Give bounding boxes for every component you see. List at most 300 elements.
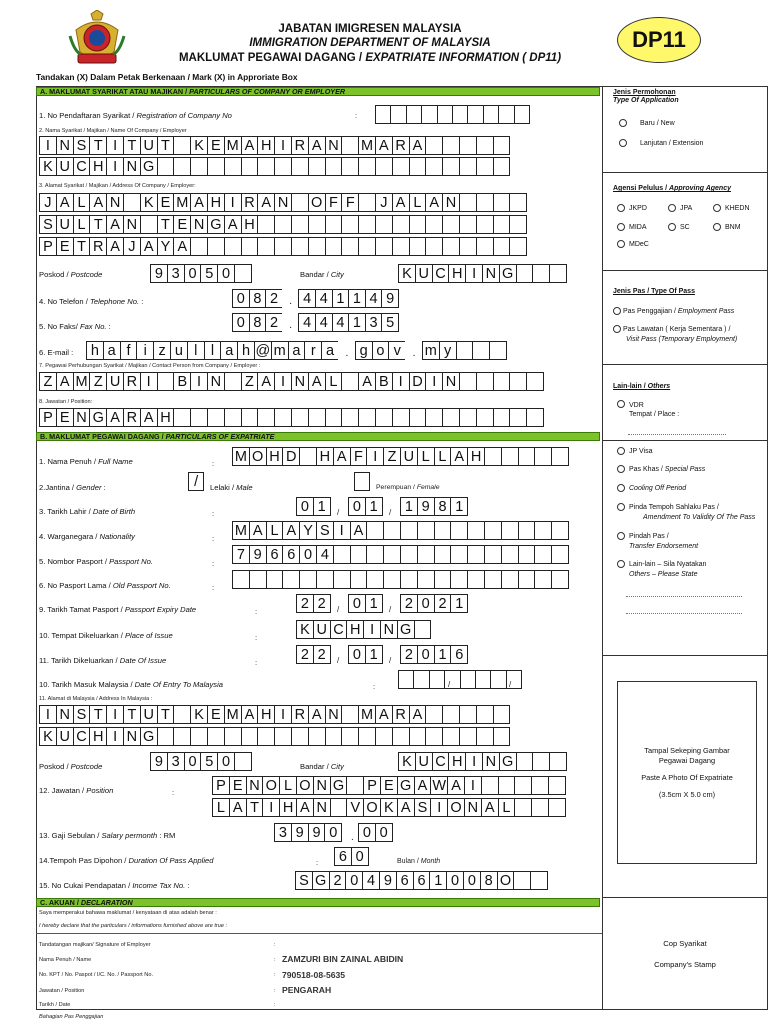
reg-no-boxes[interactable] xyxy=(375,105,530,124)
char-box: I xyxy=(333,521,351,540)
agency-title-en: Approving Agency xyxy=(669,185,731,192)
char-box: Y xyxy=(157,237,175,256)
char-box: L xyxy=(434,447,452,466)
char-box xyxy=(534,447,552,466)
month-label-ms: Bulan / xyxy=(397,858,421,865)
other-line-1 xyxy=(626,596,742,597)
char-box xyxy=(123,193,141,212)
char-box: M xyxy=(358,136,376,155)
old-passport-colon: : xyxy=(212,583,215,592)
my-address-line-2[interactable] xyxy=(39,727,510,746)
char-box: f xyxy=(120,341,138,360)
expiry-year-boxes[interactable] xyxy=(400,594,468,613)
char-box xyxy=(257,408,275,427)
char-box: T xyxy=(157,705,175,724)
contact-boxes[interactable] xyxy=(39,372,544,391)
expiry-sep-2: / xyxy=(389,605,392,614)
char-box xyxy=(291,215,309,234)
char-box: 0 xyxy=(348,497,366,516)
place-of-issue-boxes[interactable] xyxy=(296,620,431,639)
char-box xyxy=(316,570,334,589)
female-label xyxy=(376,484,439,491)
char-box: E xyxy=(173,215,191,234)
char-box xyxy=(383,570,401,589)
char-box xyxy=(341,157,359,176)
address-line-1[interactable] xyxy=(39,193,527,212)
char-box xyxy=(484,521,502,540)
char-box: 1 xyxy=(450,497,468,516)
char-box: 0 xyxy=(217,752,235,771)
char-box: B xyxy=(173,372,191,391)
char-box: V xyxy=(346,798,364,817)
section-c-title-ms: C. AKUAN / xyxy=(40,898,81,907)
char-box: 1 xyxy=(365,594,383,613)
char-box xyxy=(417,521,435,540)
char-box: A xyxy=(409,136,427,155)
char-box xyxy=(383,521,401,540)
char-box: I xyxy=(106,157,124,176)
char-box: 9 xyxy=(308,823,326,842)
char-box: A xyxy=(308,372,326,391)
char-box xyxy=(442,705,460,724)
radio-jpa[interactable] xyxy=(668,204,676,212)
radio-sc[interactable] xyxy=(668,223,676,231)
char-box: G xyxy=(397,776,415,795)
place-of-issue-label xyxy=(39,631,173,641)
char-box xyxy=(516,752,534,771)
char-box: U xyxy=(415,264,433,283)
radio-visit-pass[interactable] xyxy=(613,325,621,333)
char-box: B xyxy=(375,372,393,391)
job-colon: : xyxy=(172,788,175,797)
char-box xyxy=(358,727,376,746)
char-box: C xyxy=(432,264,450,283)
char-box xyxy=(442,237,460,256)
radio-khedn[interactable] xyxy=(713,204,721,212)
char-box: . xyxy=(405,341,423,360)
char-box: I xyxy=(274,372,292,391)
char-box: g xyxy=(355,341,373,360)
char-box xyxy=(425,408,443,427)
duration-boxes[interactable] xyxy=(334,847,369,866)
date-of-issue-label-ms: 11. Tarikh Dikeluarkan / xyxy=(39,656,120,665)
radio-new[interactable] xyxy=(619,119,627,127)
right-divider-1 xyxy=(602,172,768,173)
radio-other[interactable] xyxy=(617,560,625,568)
char-box: v xyxy=(388,341,406,360)
char-box xyxy=(484,447,502,466)
photo-text-4: (3.5cm X 5.0 cm) xyxy=(658,789,716,799)
amendment-label-ms: Pinda Tempoh Sahlaku Pas / xyxy=(629,504,719,511)
company-name-line-2[interactable] xyxy=(39,157,510,176)
char-box xyxy=(442,215,460,234)
char-box xyxy=(429,670,445,689)
job-line-1[interactable] xyxy=(212,776,566,795)
phone-boxes[interactable] xyxy=(232,289,399,308)
char-box xyxy=(459,372,477,391)
char-box: N xyxy=(482,264,500,283)
char-box: H xyxy=(89,727,107,746)
declaration-ms: Saya memperakui bahawa maklumat / kenyataan di atas adalah benar : xyxy=(39,910,217,916)
full-name-label-ms: 1. Nama Penuh / xyxy=(39,457,99,466)
char-box xyxy=(417,545,435,564)
char-box: U xyxy=(313,620,331,639)
radio-extension-label: Lanjutan / Extension xyxy=(640,140,704,147)
char-box xyxy=(516,264,534,283)
char-box: G xyxy=(499,264,517,283)
char-box: I xyxy=(224,193,242,212)
char-box: 8 xyxy=(434,497,452,516)
dob-year-boxes[interactable] xyxy=(400,497,468,516)
transfer-label-en: Transfer Endorsement xyxy=(629,543,699,550)
phone-label: 4. No Telefon / Telephone No. : xyxy=(39,297,144,306)
char-box: A xyxy=(397,798,415,817)
address-label: 3. Alamat Syarikat / Majikan / Address Of Company / Employer: xyxy=(39,183,196,189)
char-box: 0 xyxy=(296,497,314,516)
char-box xyxy=(476,705,494,724)
postcode-boxes[interactable] xyxy=(150,264,252,283)
char-box xyxy=(398,670,414,689)
char-box xyxy=(173,136,191,155)
char-box: A xyxy=(173,237,191,256)
gender-female-box[interactable] xyxy=(354,472,370,491)
radio-mdec[interactable] xyxy=(617,240,625,248)
my-postcode-label xyxy=(39,762,102,772)
tax-boxes[interactable] xyxy=(295,871,548,890)
char-box xyxy=(341,372,359,391)
email-boxes[interactable] xyxy=(86,341,507,360)
char-box xyxy=(358,237,376,256)
char-box: T xyxy=(89,705,107,724)
char-box: 1 xyxy=(434,645,452,664)
char-box: 0 xyxy=(417,645,435,664)
radio-amendment[interactable] xyxy=(617,503,625,511)
char-box: A xyxy=(106,237,124,256)
char-box: A xyxy=(350,521,368,540)
form-code: DP11 xyxy=(632,27,686,52)
char-box xyxy=(291,727,309,746)
char-box xyxy=(460,670,476,689)
address-line-2[interactable] xyxy=(39,215,527,234)
radio-vdr[interactable] xyxy=(617,400,625,408)
photo-box[interactable] xyxy=(617,681,757,864)
entry-date-boxes[interactable] xyxy=(398,670,522,689)
char-box: 0 xyxy=(217,264,235,283)
char-box: H xyxy=(448,752,466,771)
char-box: M xyxy=(232,447,250,466)
salary-int-boxes[interactable] xyxy=(274,823,342,842)
char-box xyxy=(291,157,309,176)
fax-label-en: Fax No. xyxy=(79,322,107,331)
passport-label-ms: 5. Nombor Pasport / xyxy=(39,557,110,566)
header-title-ms: JABATAN IMIGRESEN MALAYSIA xyxy=(278,23,462,35)
char-box: O xyxy=(308,193,326,212)
reg-no-label-en: Registration of Company No xyxy=(136,111,232,120)
radio-jkpd[interactable] xyxy=(617,204,625,212)
other-label-en: Others – Please State xyxy=(629,571,698,578)
char-box: G xyxy=(312,871,330,890)
char-box xyxy=(501,521,519,540)
char-box: 5 xyxy=(381,313,399,332)
char-box: a xyxy=(321,341,339,360)
char-box: F xyxy=(341,193,359,212)
char-box: N xyxy=(291,372,309,391)
char-box: 0 xyxy=(446,871,464,890)
fax-boxes[interactable] xyxy=(232,313,399,332)
radio-bnm[interactable] xyxy=(713,223,721,231)
char-box: 0 xyxy=(375,823,393,842)
char-box xyxy=(476,136,494,155)
char-box xyxy=(409,215,427,234)
char-box xyxy=(518,521,536,540)
char-box: R xyxy=(291,705,309,724)
issue-month-boxes[interactable] xyxy=(348,645,383,664)
char-box: A xyxy=(56,193,74,212)
agency-mdec: MDeC xyxy=(629,241,649,248)
expiry-day-boxes[interactable] xyxy=(296,594,331,613)
char-box xyxy=(358,408,376,427)
char-box xyxy=(425,705,443,724)
char-box: L xyxy=(212,798,230,817)
photo-text-3: Paste A Photo Of Expatriate xyxy=(641,772,733,782)
salary-dec-boxes[interactable] xyxy=(358,823,393,842)
full-name-colon: : xyxy=(212,459,215,468)
char-box xyxy=(375,408,393,427)
char-box xyxy=(526,372,544,391)
char-box xyxy=(501,545,519,564)
section-c-title-en: DECLARATION xyxy=(80,898,133,907)
char-box xyxy=(549,752,567,771)
gender-male-box[interactable] xyxy=(188,472,204,491)
char-box: A xyxy=(409,705,427,724)
tax-label-ms: 15. No Cukai Pendapatan / xyxy=(39,881,133,890)
char-box: 0 xyxy=(358,823,376,842)
nationality-boxes[interactable] xyxy=(232,521,569,540)
char-box xyxy=(249,570,267,589)
char-box: A xyxy=(140,408,158,427)
char-box: N xyxy=(442,193,460,212)
declaration-en: I hereby declare that the particulars / informations furnished above are true : xyxy=(39,923,228,929)
char-box: E xyxy=(207,136,225,155)
full-name-label xyxy=(39,457,133,467)
char-box: H xyxy=(266,447,284,466)
char-box: J xyxy=(375,193,393,212)
dob-day-boxes[interactable] xyxy=(296,497,331,516)
char-box: S xyxy=(295,871,313,890)
char-box xyxy=(232,570,250,589)
expiry-month-boxes[interactable] xyxy=(348,594,383,613)
char-box xyxy=(341,408,359,427)
my-city-boxes[interactable] xyxy=(398,752,567,771)
postcode-label xyxy=(39,270,102,280)
char-box xyxy=(392,237,410,256)
char-box: L xyxy=(409,193,427,212)
char-box xyxy=(509,237,527,256)
char-box xyxy=(414,620,432,639)
passport-boxes[interactable] xyxy=(232,545,569,564)
char-box: O xyxy=(447,798,465,817)
employer-position-boxes[interactable] xyxy=(39,408,544,427)
char-box: I xyxy=(366,447,384,466)
char-box xyxy=(358,193,376,212)
char-box: A xyxy=(229,798,247,817)
char-box: 4 xyxy=(365,289,383,308)
char-box: 0 xyxy=(184,264,202,283)
radio-transfer[interactable] xyxy=(617,532,625,540)
char-box: I xyxy=(190,372,208,391)
char-box xyxy=(526,408,544,427)
signature-colon: : xyxy=(274,942,276,948)
decl-position-label: Jawatan / Position xyxy=(39,988,85,994)
char-box: 4 xyxy=(332,313,350,332)
char-box xyxy=(241,237,259,256)
radio-employment-pass[interactable] xyxy=(613,307,621,315)
stamp-label-2: Company's Stamp xyxy=(654,960,716,969)
char-box: A xyxy=(308,136,326,155)
char-box: 1 xyxy=(365,497,383,516)
char-box: R xyxy=(89,237,107,256)
nationality-label-en: Nationality xyxy=(99,532,135,541)
employment-pass-label-ms: Pas Penggajian / xyxy=(623,308,678,315)
issue-day-boxes[interactable] xyxy=(296,645,331,664)
agency-jpa: JPA xyxy=(680,205,693,212)
char-box: I xyxy=(39,136,57,155)
char-box xyxy=(375,157,393,176)
char-box: U xyxy=(56,215,74,234)
char-box: A xyxy=(56,372,74,391)
char-box: 1 xyxy=(429,871,447,890)
char-box xyxy=(467,105,483,124)
char-box xyxy=(476,237,494,256)
char-box: 9 xyxy=(291,823,309,842)
char-box: N xyxy=(325,705,343,724)
decl-date-colon: : xyxy=(274,1002,276,1008)
my-city-label-ms: Bandar / xyxy=(300,762,331,771)
char-box: 1 xyxy=(348,313,366,332)
char-box xyxy=(409,237,427,256)
issue-year-boxes[interactable] xyxy=(400,645,468,664)
entry-date-label-en: Date Of Entry To Malaysia xyxy=(134,680,224,689)
char-box: 3 xyxy=(365,313,383,332)
address-line-3[interactable] xyxy=(39,237,527,256)
char-box xyxy=(358,215,376,234)
char-box xyxy=(282,570,300,589)
char-box: E xyxy=(56,237,74,256)
other-line-2 xyxy=(626,613,742,614)
radio-jp-visa[interactable] xyxy=(617,447,625,455)
char-box: J xyxy=(39,193,57,212)
char-box xyxy=(513,871,531,890)
char-box xyxy=(459,727,477,746)
char-box: A xyxy=(249,521,267,540)
my-address-line-1[interactable] xyxy=(39,705,510,724)
char-box xyxy=(476,372,494,391)
char-box: 9 xyxy=(379,871,397,890)
company-name-line-1[interactable] xyxy=(39,136,510,155)
radio-new-label: Baru / New xyxy=(640,120,675,127)
jp-visa-label: JP Visa xyxy=(629,448,653,455)
char-box: H xyxy=(448,264,466,283)
radio-special-pass[interactable] xyxy=(617,465,625,473)
salary-unit: : RM xyxy=(157,831,176,840)
date-of-issue-colon: : xyxy=(255,658,258,667)
char-box xyxy=(257,237,275,256)
char-box: T xyxy=(157,215,175,234)
char-box: 2 xyxy=(296,594,314,613)
char-box xyxy=(452,105,468,124)
char-box xyxy=(421,105,437,124)
app-type-title: Jenis Permohonan xyxy=(613,89,676,96)
char-box xyxy=(266,570,284,589)
char-box: U xyxy=(140,705,158,724)
char-box: M xyxy=(232,521,250,540)
my-postcode-boxes[interactable] xyxy=(150,752,252,771)
duration-label-en: Duration Of Pass Applied xyxy=(128,856,214,865)
char-box xyxy=(498,105,514,124)
char-box: P xyxy=(39,237,57,256)
char-box xyxy=(257,215,275,234)
char-box xyxy=(224,727,242,746)
char-box: L xyxy=(266,521,284,540)
amendment-label-en: Amendment To Validity Of The Pass xyxy=(643,514,756,521)
radio-extension[interactable] xyxy=(619,139,627,147)
char-box xyxy=(459,136,477,155)
char-box: 4 xyxy=(362,871,380,890)
char-box: K xyxy=(190,705,208,724)
char-box: N xyxy=(246,776,264,795)
radio-cooling-off[interactable] xyxy=(617,484,625,492)
char-box xyxy=(190,727,208,746)
char-box xyxy=(501,570,519,589)
char-box: 7 xyxy=(232,545,250,564)
char-box xyxy=(450,545,468,564)
old-passport-boxes[interactable] xyxy=(232,570,569,589)
char-box: 2 xyxy=(329,871,347,890)
char-box: 3 xyxy=(167,264,185,283)
char-box: N xyxy=(442,372,460,391)
decl-ic-colon: : xyxy=(274,972,276,978)
char-box xyxy=(257,727,275,746)
char-box xyxy=(493,408,511,427)
char-box xyxy=(140,215,158,234)
char-box: A xyxy=(358,372,376,391)
char-box: I xyxy=(274,136,292,155)
char-box: F xyxy=(325,193,343,212)
char-box xyxy=(493,136,511,155)
full-name-boxes[interactable] xyxy=(232,447,569,466)
salary-label-en: Salary permonth xyxy=(101,831,158,840)
radio-mida[interactable] xyxy=(617,223,625,231)
char-box: G xyxy=(89,408,107,427)
char-box: A xyxy=(224,215,242,234)
char-box: N xyxy=(106,193,124,212)
char-box: T xyxy=(157,136,175,155)
city-boxes[interactable] xyxy=(398,264,567,283)
char-box xyxy=(530,871,548,890)
char-box xyxy=(501,447,519,466)
char-box xyxy=(409,157,427,176)
char-box: C xyxy=(432,752,450,771)
job-line-2[interactable] xyxy=(212,798,566,817)
char-box: U xyxy=(400,447,418,466)
char-box: S xyxy=(414,798,432,817)
dob-label-en: Date of Birth xyxy=(92,507,136,516)
dob-month-boxes[interactable] xyxy=(348,497,383,516)
char-box: M xyxy=(358,705,376,724)
char-box xyxy=(333,545,351,564)
char-box xyxy=(274,727,292,746)
char-box xyxy=(548,798,566,817)
